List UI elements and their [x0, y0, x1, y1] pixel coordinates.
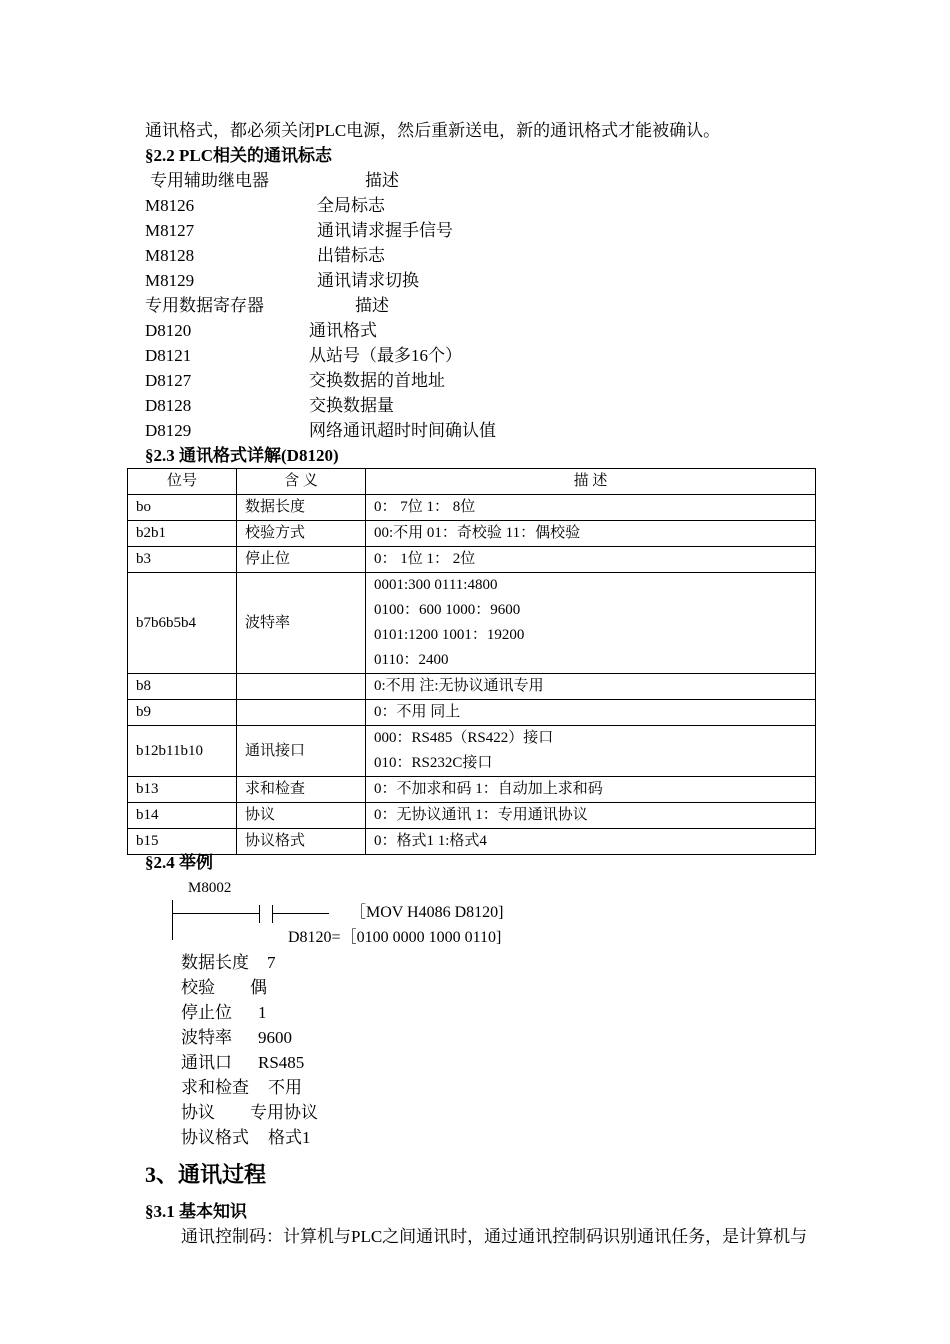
- register-desc: 网络通讯超时时间确认值: [309, 421, 496, 440]
- meaning-cell: 数据长度: [237, 495, 366, 521]
- setting-value: 专用协议: [250, 1103, 318, 1122]
- desc-line: 0：不用 同上: [374, 704, 461, 720]
- table-row: [128, 495, 816, 521]
- desc-line: 00:不用 01：奇校验 11：偶校验: [374, 525, 581, 541]
- relay-desc: 全局标志: [317, 196, 385, 215]
- meaning-cell: [237, 700, 366, 726]
- register-desc-header: 描述: [355, 296, 389, 315]
- desc-cell: [366, 547, 816, 573]
- relay-code: M8127: [145, 221, 195, 240]
- setting-value: 格式1: [268, 1128, 311, 1147]
- register-code: D8128: [145, 396, 192, 415]
- section-2-3-title: §2.3 通讯格式详解(D8120): [145, 446, 339, 465]
- section-2-4-title: §2.4 举例: [145, 853, 213, 872]
- table-row: [128, 700, 816, 726]
- desc-line: 0： 1位 1： 2位: [374, 551, 476, 567]
- rung-line-right: [272, 913, 329, 914]
- desc-cell: [366, 573, 816, 674]
- meaning-cell: [237, 674, 366, 700]
- desc-line: 000：RS485（RS422）接口: [374, 730, 554, 746]
- register-desc: 从站号（最多16个）: [309, 346, 462, 365]
- meaning-cell: 协议: [237, 803, 366, 829]
- desc-cell: [366, 803, 816, 829]
- meaning-cell: 校验方式: [237, 521, 366, 547]
- desc-line: 0：不加求和码 1：自动加上求和码: [374, 781, 603, 797]
- relay-desc-header: 描述: [365, 171, 399, 190]
- setting-label: 求和检查: [181, 1078, 249, 1097]
- desc-cell: [366, 829, 816, 855]
- setting-label: 协议格式: [181, 1128, 249, 1147]
- desc-cell: [366, 521, 816, 547]
- bit-cell: b8: [128, 674, 237, 700]
- setting-label: 停止位: [181, 1003, 232, 1022]
- register-header: 专用数据寄存器: [145, 296, 264, 315]
- meaning-cell: 停止位: [237, 547, 366, 573]
- bit-cell: b3: [128, 547, 237, 573]
- register-code: D8121: [145, 346, 192, 365]
- setting-label: 数据长度: [181, 953, 249, 972]
- table-row: [128, 521, 816, 547]
- relay-code: M8128: [145, 246, 195, 265]
- bit-cell: b7b6b5b4: [128, 573, 237, 674]
- table-row: [128, 726, 816, 777]
- setting-value: RS485: [258, 1053, 305, 1072]
- table-row: [128, 777, 816, 803]
- mov-instruction: ［MOV H4086 D8120]: [350, 904, 504, 921]
- relay-desc: 通讯请求切换: [317, 271, 419, 290]
- desc-line: 0110：2400: [374, 652, 449, 668]
- bit-cell: bo: [128, 495, 237, 521]
- section-3-title: 3、通讯过程: [145, 1162, 267, 1187]
- setting-label: 校验: [181, 978, 215, 997]
- setting-value: 7: [267, 953, 276, 972]
- relay-code: M8129: [145, 271, 195, 290]
- meaning-cell: 波特率: [237, 573, 366, 674]
- contact-symbol-right: [272, 905, 273, 923]
- register-desc: 通讯格式: [309, 321, 377, 340]
- column-header-desc: 描 述: [366, 469, 816, 495]
- table-header-row: [128, 469, 816, 495]
- desc-cell: [366, 495, 816, 521]
- section-2-2-title: §2.2 PLC相关的通讯标志: [145, 146, 332, 165]
- desc-cell: [366, 674, 816, 700]
- relay-code: M8126: [145, 196, 195, 215]
- bit-cell: b12b11b10: [128, 726, 237, 777]
- table-row: [128, 803, 816, 829]
- relay-desc: 通讯请求握手信号: [317, 221, 453, 240]
- desc-line: 0： 7位 1： 8位: [374, 499, 476, 515]
- rung-line-left: [173, 913, 259, 914]
- register-code: D8129: [145, 421, 192, 440]
- setting-label: 通讯口: [181, 1053, 232, 1072]
- desc-cell: [366, 700, 816, 726]
- bit-cell: b15: [128, 829, 237, 855]
- meaning-cell: 协议格式: [237, 829, 366, 855]
- register-code: D8120: [145, 321, 192, 340]
- desc-line: 0:不用 注:无协议通讯专用: [374, 678, 544, 694]
- bit-cell: b14: [128, 803, 237, 829]
- table-row: [128, 674, 816, 700]
- d8120-result: D8120=［0100 0000 1000 0110]: [288, 929, 502, 946]
- setting-label: 协议: [181, 1103, 215, 1122]
- relay-desc: 出错标志: [317, 246, 385, 265]
- table-row: [128, 573, 816, 674]
- table-row: [128, 547, 816, 573]
- register-code: D8127: [145, 371, 192, 390]
- left-power-rail: [172, 900, 173, 940]
- table-row: [128, 829, 816, 855]
- contact-symbol-left: [259, 905, 260, 923]
- desc-line: 0：格式1 1:格式4: [374, 833, 487, 849]
- bit-cell: b9: [128, 700, 237, 726]
- desc-line: 010：RS232C接口: [374, 755, 493, 771]
- desc-cell: [366, 726, 816, 777]
- meaning-cell: 通讯接口: [237, 726, 366, 777]
- relay-header: 专用辅助继电器: [150, 171, 269, 190]
- format-table: [127, 468, 816, 855]
- setting-value: 1: [258, 1003, 267, 1022]
- setting-value: 偶: [250, 978, 267, 997]
- desc-line: 0001:300 0111:4800: [374, 577, 498, 593]
- bit-cell: b13: [128, 777, 237, 803]
- setting-label: 波特率: [181, 1028, 232, 1047]
- setting-value: 9600: [258, 1028, 292, 1047]
- desc-cell: [366, 777, 816, 803]
- desc-line: 0101:1200 1001：19200: [374, 627, 525, 643]
- intro-line: 通讯格式，都必须关闭PLC电源，然后重新送电，新的通讯格式才能被确认。: [145, 121, 721, 140]
- contact-label: M8002: [188, 880, 232, 896]
- setting-value: 不用: [268, 1078, 302, 1097]
- section-3-1-paragraph: 通讯控制码：计算机与PLC之间通讯时，通过通讯控制码识别通讯任务，是计算机与: [181, 1227, 808, 1246]
- desc-line: 0100：600 1000：9600: [374, 602, 521, 618]
- column-header-meaning: 含 义: [237, 469, 366, 495]
- meaning-cell: 求和检查: [237, 777, 366, 803]
- register-desc: 交换数据的首地址: [309, 371, 445, 390]
- bit-cell: b2b1: [128, 521, 237, 547]
- desc-line: 0：无协议通讯 1：专用通讯协议: [374, 807, 588, 823]
- register-desc: 交换数据量: [309, 396, 394, 415]
- section-3-1-title: §3.1 基本知识: [145, 1202, 247, 1221]
- column-header-bit: 位号: [128, 469, 237, 495]
